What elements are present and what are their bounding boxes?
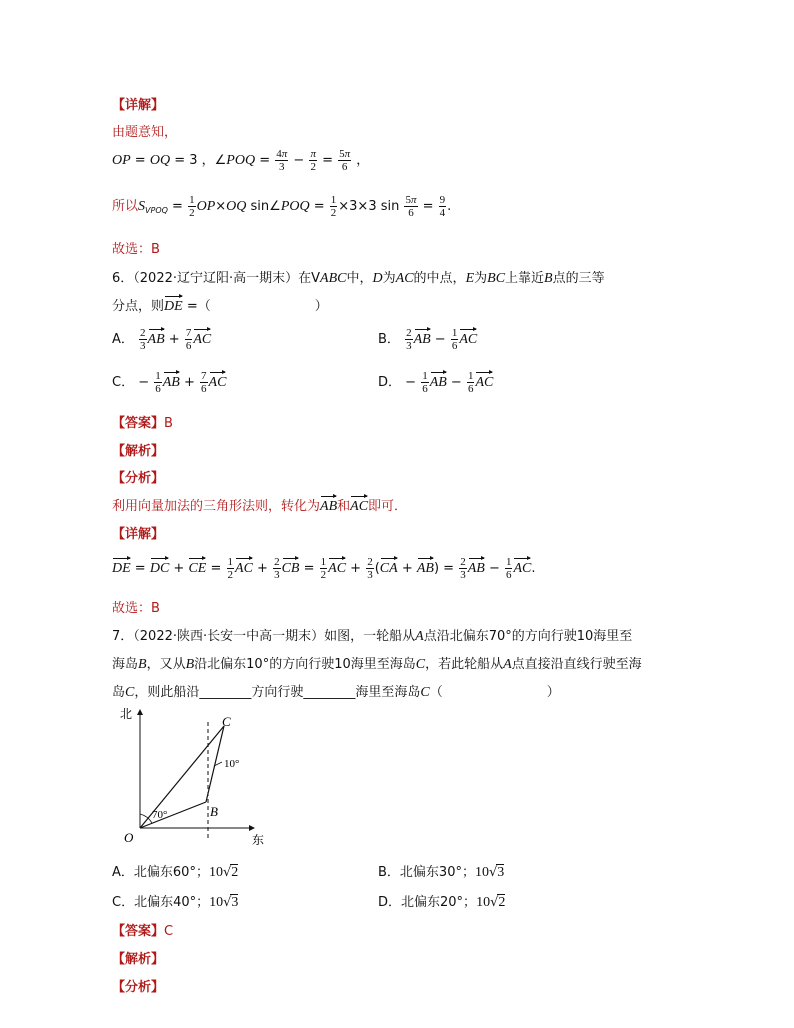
q6-option-a[interactable]: A． $\frac{2}{3}$ AB + $\frac{7}{6}$ AC — [112, 327, 212, 352]
q7-analysis-tag: 【解析】 — [112, 952, 165, 967]
q6-detail-formula: DE = DC + CE = $\frac{1}{2}$ AC + $\frac{2}{3}$ CB = $\frac{1}{2}$ AC + $\frac{2}{3}$ (CA + AB) = $\frac{2}{3}$ AB − $\frac{1}{6}$ AC. — [112, 556, 536, 581]
q6-answer-value: B — [164, 416, 173, 431]
q6-analysis-tag: 【解析】 — [112, 444, 165, 459]
q6-analysis-text: 利用向量加法的三角形法则，转化为AB和AC即可． — [112, 499, 408, 514]
angle-70-label: 70° — [152, 809, 168, 821]
segment-ob — [140, 802, 206, 828]
detail-tag-q5: 【详解】 — [112, 98, 165, 113]
q7-stem-line3: 岛C，则此船沿________方向行驶________海里至海岛C（ ） — [112, 685, 560, 700]
q7-diagram — [112, 704, 272, 848]
q5-conclusion: 所以$S_{VPOQ}$ = $\frac{1}{2}$ OP×OQ sin∠POQ = $\frac{1}{2}$ ×3×3 sin $\frac{5\pi}{6}$ = $\frac{9}{4}$ . — [112, 194, 452, 219]
q7-option-b[interactable]: B．北偏东30°；10√3 — [378, 865, 505, 880]
q7-stem-line1: 7．（2022·陕西·长安一中高一期末）如图，一轮船从A点沿北偏东70°的方向行驶10海里至 — [112, 629, 633, 644]
q6-detail-tag: 【详解】 — [112, 527, 165, 542]
q6-number: 6． — [112, 271, 134, 286]
q7-answer: 【答案】C — [112, 924, 174, 939]
q6-answer: 【答案】B — [112, 416, 173, 431]
q7-analyze-tag: 【分析】 — [112, 980, 165, 995]
q6-option-b[interactable]: B． $\frac{2}{3}$ AB − $\frac{1}{6}$ AC — [378, 327, 478, 352]
q6-choose: 故选：B — [112, 601, 160, 616]
q7-stem-line2: 海岛B，又从B沿北偏东10°的方向行驶10海里至海岛C，若此轮船从A点直接沿直线行驶至海 — [112, 657, 642, 672]
point-b-label: B — [210, 804, 218, 819]
q6-analyze-tag: 【分析】 — [112, 471, 165, 486]
q5-intro: 由题意知， — [112, 125, 178, 140]
q5-conclusion-prefix: 所以 — [112, 199, 139, 214]
origin-label: O — [124, 830, 134, 845]
q7-option-d[interactable]: D．北偏东20°；10√2 — [378, 895, 506, 910]
q6-stem-line1: 6．（2022·辽宁辽阳·高一期末）在VABC中，D为AC的中点，E为BC上靠近B点的三等 — [112, 271, 605, 286]
q6-source: （2022·辽宁辽阳·高一期末） — [133, 271, 299, 286]
q7-option-c[interactable]: C．北偏东40°；10√3 — [112, 895, 239, 910]
q6-option-d[interactable]: D． − $\frac{1}{6}$ AB − $\frac{1}{6}$ AC — [378, 370, 494, 395]
east-label: 东 — [252, 833, 265, 847]
q7-answer-value: C — [164, 924, 174, 939]
angle-10-label: 10° — [224, 758, 240, 770]
q7-option-a[interactable]: A．北偏东60°；10√2 — [112, 865, 239, 880]
q5-formula-line: OP = OQ = 3 ，∠POQ = $\frac{4\pi}{3}$ − $\frac{\pi}{2}$ = $\frac{5\pi}{6}$ ， — [112, 148, 370, 173]
north-label: 北 — [120, 707, 133, 721]
q5-choose: 故选：B — [112, 242, 160, 257]
q6-option-c[interactable]: C． − $\frac{1}{6}$ AB + $\frac{7}{6}$ AC — [112, 370, 227, 395]
point-c-label: C — [222, 714, 231, 729]
q6-stem-line2: 分点，则DE =（ ） — [112, 299, 328, 314]
